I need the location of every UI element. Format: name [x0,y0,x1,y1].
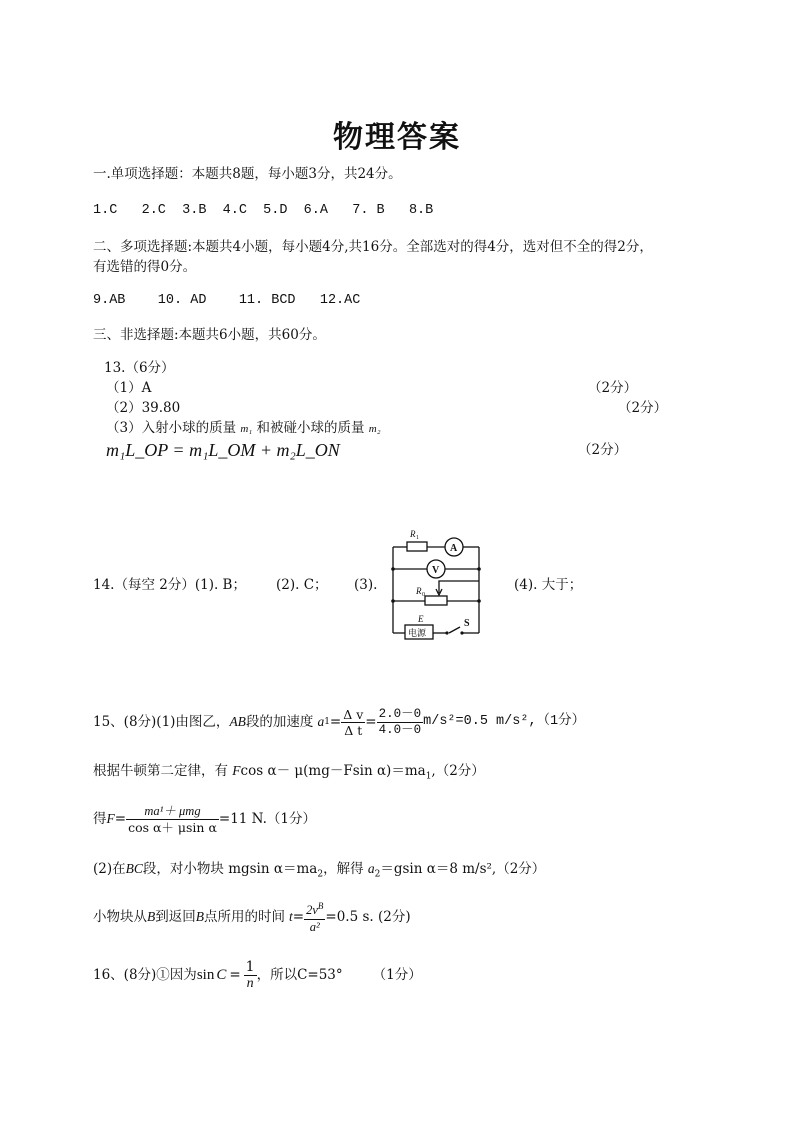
q15-l4-sub: 2 [317,869,324,880]
q13-answer2-score: （2分） [618,400,668,416]
q13-formula-text: m₁L_OP = m₁L_OM + m₂L_ON [106,440,340,460]
q15-l1-pre: 15、(8分)(1)由图乙， [93,714,230,730]
voltmeter-label: V [432,565,440,576]
q16-sin: sin [196,967,215,983]
switch-label: S [464,618,470,629]
e-label: E [418,614,424,624]
r1-label: R [410,529,416,539]
q16-c: C [216,967,227,983]
q15-line5 [93,898,411,936]
q15-frac-values: $\frac{2.0-0}{4.0-0}$ [378,706,422,737]
q13-formula-score: （2分） [578,442,628,458]
q13-answer2: （2）39.80 [106,400,181,416]
source-label: 电源 [408,629,427,639]
page-title: 物理答案 [333,120,461,155]
q16-eq: = [229,967,241,983]
q15-frac-force: $\frac{\text{ma¹＋ μmg}}{\text{cos α＋ μsin α}}$ [128,803,217,835]
switch-icon [449,627,460,633]
q15-l2-f: F [232,763,241,778]
q15-l4-eq2: ＝gsin α＝8 m/s²,（2分） [380,861,546,877]
q15-l5-mid: 到返回 [155,909,196,925]
q15-l4-bc: BC [125,861,143,876]
q16-score: （1分） [372,967,422,983]
section2-answers: 9.AB 10. AD 11. BCD 12.AC [93,293,361,308]
q15-line3 [93,800,316,838]
q15-l4-a2: a [367,861,375,876]
q16-pre: 16、(8分)①因为 [93,967,197,983]
q15-l3-pre: 得 [93,811,107,827]
q13-head: 13.（6分） [104,360,175,376]
q13-answer1: （1）A [106,380,152,396]
q15-l1-eq2: = [365,714,377,730]
q15-l4-mid2: ，解得 [323,861,364,877]
circuit-diagram [385,525,490,643]
q15-l5-mid2: 点所用的时间 [204,909,285,925]
r0-sub: 0 [422,592,425,598]
section2-heading-line2: 有选错的得0分。 [93,259,197,275]
q14-part-d: (4). 大于； [514,577,583,593]
q15-l5-b: B [147,909,156,924]
q13-answer3-mid: 和被碰小球的质量 [256,420,365,436]
ammeter-label: A [450,543,458,554]
q16-post: ，所以C=53° [256,967,343,983]
q15-l5-t: t [289,909,293,924]
q15-l5-pre: 小物块从 [93,909,147,925]
q15-a1-sub: 1 [324,717,330,727]
q13-answer1-score: （2分） [588,380,638,396]
section1-answers: 1.C 2.C 3.B 4.C 5.D 6.A 7. B 8.B [93,203,434,218]
section3-heading: 三、非选择题:本题共6小题，共60分。 [93,327,326,343]
r0-label: R [416,586,422,596]
q15-l4-mid: 段，对小物块 [142,861,224,877]
q15-l4-eq: mgsin α＝ma [228,861,318,877]
q15-line2 [93,762,485,786]
q16-line1 [93,955,422,995]
q15-l5-eq: = [292,909,305,925]
q15-line4 [93,860,545,884]
q15-l2-pre: 根据牛顿第二定律，有 [93,763,228,779]
q15-frac-time: $\frac{2v^B}{\text{a²}}$ [306,901,324,934]
q15-l2-sub: 1 [425,771,432,782]
rheostat-r0 [425,596,447,605]
q15-l2-rest: cos α－ μ(mg－Fsin α)＝ma [240,763,426,779]
q15-l1-post: m/s²=0.5 m/s²,（1分） [423,714,586,729]
q15-a1: a [317,714,325,729]
q15-l2-score: ,（2分） [431,763,485,779]
q13-m1: m₁ [240,423,253,435]
q15-ab: AB [229,714,246,729]
q15-l5-post: =0.5 s. (2分) [325,909,411,925]
q16-frac: $\frac{1}{n}$ [245,958,255,991]
section2-heading-line1: 二、多项选择题:本题共4小题，每小题4分,共16分。全部选对的得4分，选对但不全的得2分， [93,239,653,255]
q15-l4-a2-sub: 2 [374,869,381,880]
q15-line1 [93,705,585,739]
q15-l5-b2: B [195,909,204,924]
section1-heading: 一.单项选择题：本题共8题，每小题3分，共24分。 [93,166,402,182]
q14-part-b: (2). C； [276,577,328,593]
q15-l1-mid: 段的加速度 [245,714,314,730]
q13-answer3 [106,419,381,438]
q15-l4-pre: (2)在 [93,861,126,877]
q13-m2: m₂ [368,423,381,435]
q13-answer3-prefix: （3）入射小球的质量 [106,420,237,436]
q15-frac-delta: $\frac{\text{Δ v}}{\text{Δ t}}$ [343,706,364,738]
q14-part-c: (3). [354,577,378,593]
q15-l3-F: F [106,811,115,826]
resistor-r1 [407,542,427,551]
r1-sub: 1 [416,535,419,541]
q15-l3-eq: = [114,811,127,827]
q14-part-a: 14.（每空 2分）(1). B； [93,577,246,593]
q15-l1-eq1: = [329,714,342,730]
q15-l3-post: =11 N.（1分） [218,811,317,827]
q13-formula [106,440,340,461]
